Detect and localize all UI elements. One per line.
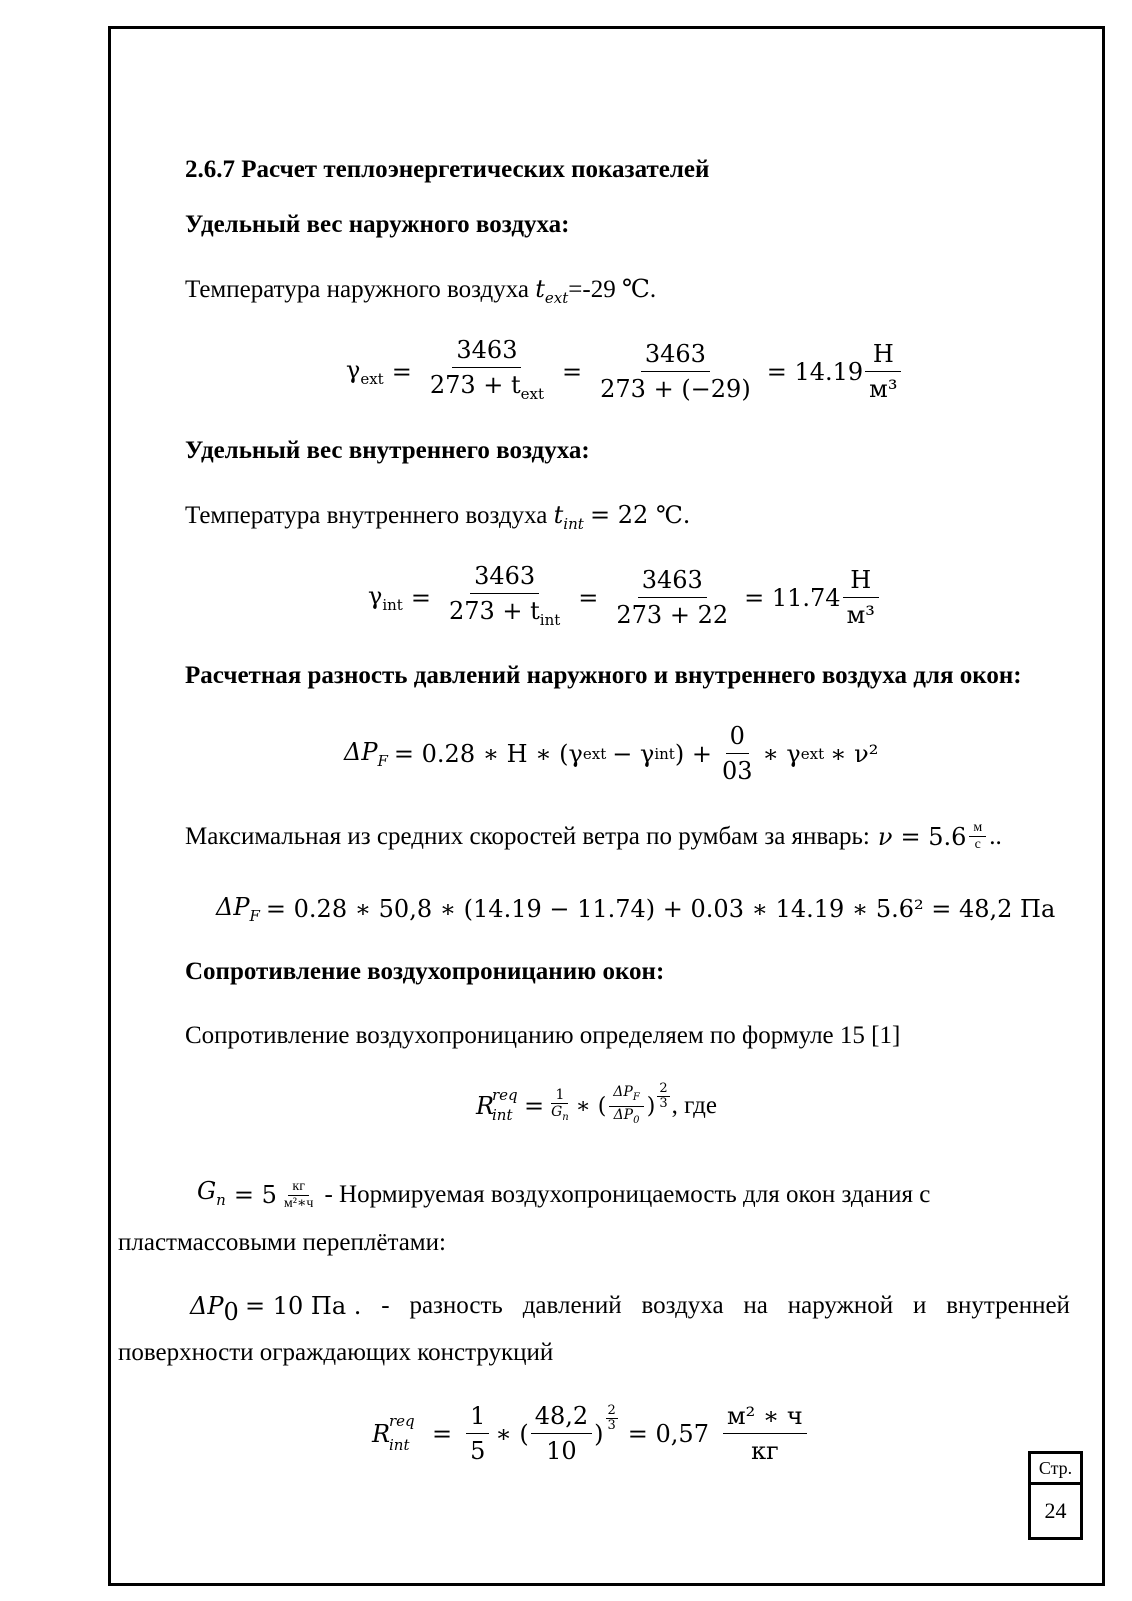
dp0-line: $\Delta P_0 = 10$ Па . - разность давлений воздуха на наружной и внутренней — [190, 1292, 1070, 1326]
gn-unit-fraction: $\frac{кг}{\text{м²∗ч}}$ — [283, 1178, 314, 1211]
gn-description: - Нормируемая воздухопроницаемость для окон здания с — [324, 1181, 931, 1209]
nu-symbol: ν — [877, 822, 893, 851]
section-heading: 2.6.7 Расчет теплоэнергетических показателей — [185, 156, 710, 183]
indoor-temp-label: Температура внутреннего воздуха — [185, 502, 548, 529]
exponent-fraction: $\frac{2}{3}$ — [659, 1081, 668, 1111]
wind-speed-line: Максимальная из средних скоростей ветра по румбам за январь: ν = 5.6 $\frac{м}{с}$ .. — [185, 820, 1002, 852]
formula-r-req-calculation: R req int = $\frac{1}{5}$ ∗ ( $\frac{48,2}{10}$ ) $\frac{2}{3}$ = 0,57 $\frac{\text{м² ∗ ч}}{кг}$ — [372, 1402, 813, 1465]
subheading-air-permeability-resistance: Сопротивление воздухопроницанию окон: — [185, 958, 665, 985]
indoor-temp-line — [185, 500, 690, 539]
exponent-fraction: $\frac{2}{3}$ — [607, 1403, 616, 1433]
unit-fraction: $\frac{Н}{\text{м³}}$ — [865, 340, 901, 403]
fraction: $\frac{3463}{273 + (-29)}$ — [600, 340, 751, 404]
subheading-outdoor-air: Удельный вес наружного воздуха: — [185, 211, 570, 238]
indoor-temp-value: = 22 ℃. — [590, 501, 691, 529]
subheading-indoor-air: Удельный вес внутреннего воздуха: — [185, 437, 590, 464]
gn-line: $G_n$ = 5 $\frac{кг}{\text{м²∗ч}}$ - Нормируемая воздухопроницаемость для окон здания с — [197, 1177, 931, 1211]
outdoor-temp-label: Температура наружного воздуха — [185, 276, 529, 303]
formula-gamma-ext: $\gamma_{ext}$ = $\frac{3463}{273 + t_{ext}}$ = $\frac{3463}{273 + (-29)}$ = 14.19 $\frac{Н}{\text{м³}}$ — [346, 336, 907, 408]
t-ext-symbol: $t_{ext}$ — [535, 275, 569, 307]
fraction: $\frac{1}{5}$ — [466, 1402, 489, 1465]
gn-description-continued: пластмассовыми переплётами: — [118, 1229, 446, 1256]
fraction: $\frac{3463}{273 + t_{ext}}$ — [429, 336, 545, 403]
fraction: $\frac{\Delta P_F}{\Delta P_0}$ — [609, 1084, 643, 1129]
resistance-description: Сопротивление воздухопроницанию определяем по формуле 15 [1] — [185, 1022, 901, 1049]
unit-fraction: $\frac{Н}{\text{м³}}$ — [843, 566, 879, 629]
unit-fraction: $\frac{\text{м² ∗ ч}}{кг}$ — [723, 1402, 807, 1465]
outdoor-temp-line — [185, 274, 656, 313]
t-int-symbol: $t_{int}$ — [553, 501, 584, 533]
fraction: $\frac{48,2}{10}$ — [531, 1402, 592, 1465]
wind-speed-label: Максимальная из средних скоростей ветра по румбам за январь: — [185, 822, 870, 850]
fraction: $\frac{3463}{273 + 22}$ — [616, 566, 729, 630]
dp0-description-continued: поверхности ограждающих конструкций — [118, 1339, 554, 1366]
formula-delta-p: $\Delta P_F$ = 0.28 ∗ Н ∗ (γ ext − γ int ) + $\frac{0}{03}$ ∗ γ ext ∗ ν² — [344, 722, 879, 785]
fraction: $\frac{3463}{273 + t_{int}}$ — [448, 562, 561, 629]
outdoor-temp-value: =-29 ℃. — [568, 276, 657, 303]
page-number-cell: 24 — [1028, 1482, 1083, 1540]
formula-gamma-int: $\gamma_{int}$ = $\frac{3463}{273 + t_{int}}$ = $\frac{3463}{273 + 22}$ = 11.74 $\frac{Н}{\text{м³}}$ — [368, 562, 885, 634]
fraction: $\frac{0}{03}$ — [721, 722, 753, 785]
formula-r-req: R req int = $\frac{1}{G_n}$ ∗ ( $\frac{\Delta P_F}{\Delta P_0}$ ) $\frac{2}{3}$ , где — [476, 1084, 717, 1129]
fraction: $\frac{1}{G_n}$ — [551, 1086, 569, 1123]
formula-delta-p-calculation: $\Delta P_F$ = 0.28 ∗ 50,8 ∗ (14.19 − 11.74) + 0.03 ∗ 14.19 ∗ 5.6² = 48,2 Па — [216, 893, 1056, 925]
subheading-pressure-difference: Расчетная разность давлений наружного и внутреннего воздуха для окон: — [185, 662, 1022, 689]
wind-unit-fraction: $\frac{м}{с}$ — [969, 820, 986, 853]
page-label-cell: Стр. — [1028, 1451, 1083, 1485]
